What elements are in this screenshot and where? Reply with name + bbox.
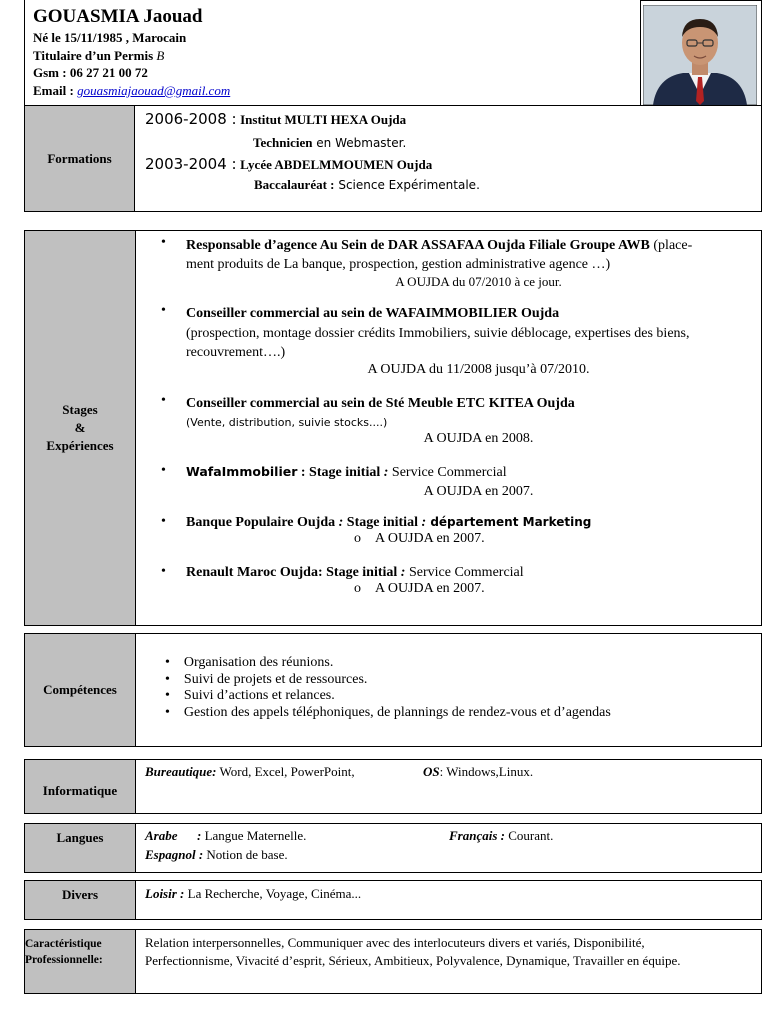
formation-years: 2006-2008 : [145,110,237,128]
competence-text: Gestion des appels téléphoniques, de plannings de rendez-vous et d’agendas [183,704,611,720]
loisir-value: La Recherche, Voyage, Cinéma... [184,886,362,901]
formation-degree [254,177,480,193]
permit-info [33,48,164,64]
caracteristique-line: Perfectionnisme, Vivacité d’esprit, Sérieux, Ambitieux, Polyvalence, Dynamique, Travailler en équipe. [145,953,681,968]
list-item [165,705,745,722]
caracteristique-section [24,929,762,994]
candidate-name: GOUASMIA Jaouad [33,6,203,27]
divers-section [24,880,762,920]
degree-detail: en Webmaster. [312,136,407,150]
experience-place: A OUJDA du 11/2008 jusqu’à 07/2010. [367,362,590,377]
experience-title: : [383,465,389,480]
experience-title: Responsable d’agence Au Sein de DAR ASSAFAA Oujda Filiale Groupe AWB [186,238,650,253]
langue-name: Arabe [145,828,178,843]
bullet-icon: • [161,393,166,408]
competence-text: Suivi de projets et de ressources. [183,671,368,687]
competence-text: Organisation des réunions. [183,655,334,670]
os-value: : Windows,Linux. [439,764,534,779]
competences-label: Compétences [25,634,136,746]
langue-name: Espagnol : [145,847,204,862]
experience-item [186,236,756,274]
experiences-list [136,231,761,625]
loisir-label: Loisir : [145,886,185,901]
loisir-info [145,886,361,902]
experience-desc: département Marketing [426,515,592,529]
birth-info: Né le 15/11/1985 , Marocain [33,30,187,45]
experience-place: A OUJDA du 07/2010 à ce jour. [395,274,562,289]
formation-school: Lycée ABDELMMOUMEN Oujda [240,157,433,172]
list-item [165,672,745,689]
experience-title: Stage initial [343,515,422,530]
bullet-icon: • [161,463,166,478]
divers-label: Divers [25,881,136,919]
bullet-icon: • [165,655,170,670]
bullet-icon: • [165,688,170,703]
formation-item [145,155,432,174]
experiences-label-line: Stages [62,402,98,417]
email-link[interactable]: gouasmiajaouad@gmail.com [77,83,231,98]
experience-item [186,565,756,581]
experience-title: Renault Maroc Oujda: Stage initial [186,565,401,580]
sub-bullet-icon: o [354,531,361,546]
experiences-label-line: Expériences [46,438,114,453]
formation-degree [253,135,406,151]
caracteristique-label-line: Caractéristique [25,938,102,950]
experience-title: : [421,515,427,530]
experiences-label-line: & [74,420,86,435]
langue-colon: : [197,828,202,843]
experience-desc: ment produits de La banque, prospection, gestion administrative agence …) [186,257,611,272]
degree-title: Baccalauréat : [254,177,335,192]
degree-title: Technicien [253,135,313,150]
bullet-icon: • [165,671,170,687]
experience-desc: Service Commercial [405,565,524,580]
bureautique-info [145,764,355,780]
bullet-icon: • [161,514,166,529]
list-item [165,655,745,672]
os-label: OS [423,764,440,779]
experience-title: : [338,515,344,530]
bullet-icon: • [161,235,166,250]
experiences-label [25,231,136,625]
bullet-icon: • [165,704,170,720]
caracteristique-label [25,930,136,993]
langue-francais [449,828,553,844]
permit-label: Titulaire d’un Permis [33,48,154,63]
experience-item [186,394,756,432]
portrait-photo [640,0,762,106]
experience-place: A OUJDA en 2007. [375,581,485,596]
os-info [423,764,533,780]
gsm-info: Gsm : 06 27 21 00 72 [33,65,148,80]
langue-arabe [145,828,306,844]
langue-name: Français : [449,828,505,843]
langue-level: Courant. [504,828,554,843]
experience-item [186,464,756,481]
langue-level: Notion de base. [203,847,288,862]
experience-desc: (Vente, distribution, suivie stocks....) [186,416,388,429]
formations-section [24,105,762,212]
experience-title: : Stage initial [297,465,384,480]
permit-value: B [156,48,165,63]
bullet-icon: • [161,564,166,579]
informatique-label: Informatique [25,760,136,813]
experience-desc: Service Commercial [388,465,507,480]
bureautique-value: Word, Excel, PowerPoint, [216,764,355,779]
langue-level: Langue Maternelle. [201,828,307,843]
sub-bullet-icon: o [354,581,361,596]
experience-title: : [400,565,406,580]
experience-desc: (prospection, montage dossier crédits Immobiliers, suivie déblocage, expertises des biens, [186,325,690,341]
experience-place-row [354,531,485,547]
bureautique-label: Bureautique: [145,764,217,779]
caracteristique-line: Relation interpersonnelles, Communiquer avec des interlocuteurs divers et variés, Disponibilité, [145,935,645,950]
portrait-icon [643,5,757,105]
formations-label: Formations [25,106,135,211]
langues-section [24,823,762,873]
langue-espagnol [145,847,288,863]
competences-section [24,633,762,747]
email-info [33,83,230,99]
formation-item [145,110,406,129]
caracteristique-label-line: Professionnelle: [25,954,103,966]
experience-place: A OUJDA en 2008. [423,431,534,446]
experience-desc: recouvrement….) [186,345,286,360]
bullet-icon: • [161,303,166,318]
competences-list [165,655,745,721]
formation-years: 2003-2004 : [145,155,237,173]
formation-school: Institut MULTI HEXA Oujda [240,112,407,127]
competence-text: Suivi d’actions et relances. [183,688,335,703]
informatique-section [24,759,762,814]
experience-item [186,304,756,363]
experience-desc: (place- [649,238,693,253]
experience-item [186,515,756,531]
langues-label: Langues [25,824,136,872]
caracteristique-text [145,934,755,970]
experience-place: A OUJDA en 2007. [423,484,534,499]
experience-place-row [354,581,485,597]
experience-title: Banque Populaire Oujda [186,515,339,530]
list-item [165,688,745,705]
experience-title: Conseiller commercial au sein de WAFAIMMOBILIER Oujda [186,306,560,321]
experiences-section [24,230,762,626]
experience-title: WafaImmobilier [186,464,298,479]
email-label: Email : [33,83,74,98]
degree-detail: Science Expérimentale. [334,178,480,192]
experience-title: Conseiller commercial au sein de Sté Meuble ETC KITEA Oujda [186,396,575,411]
experience-place: A OUJDA en 2007. [375,531,485,546]
